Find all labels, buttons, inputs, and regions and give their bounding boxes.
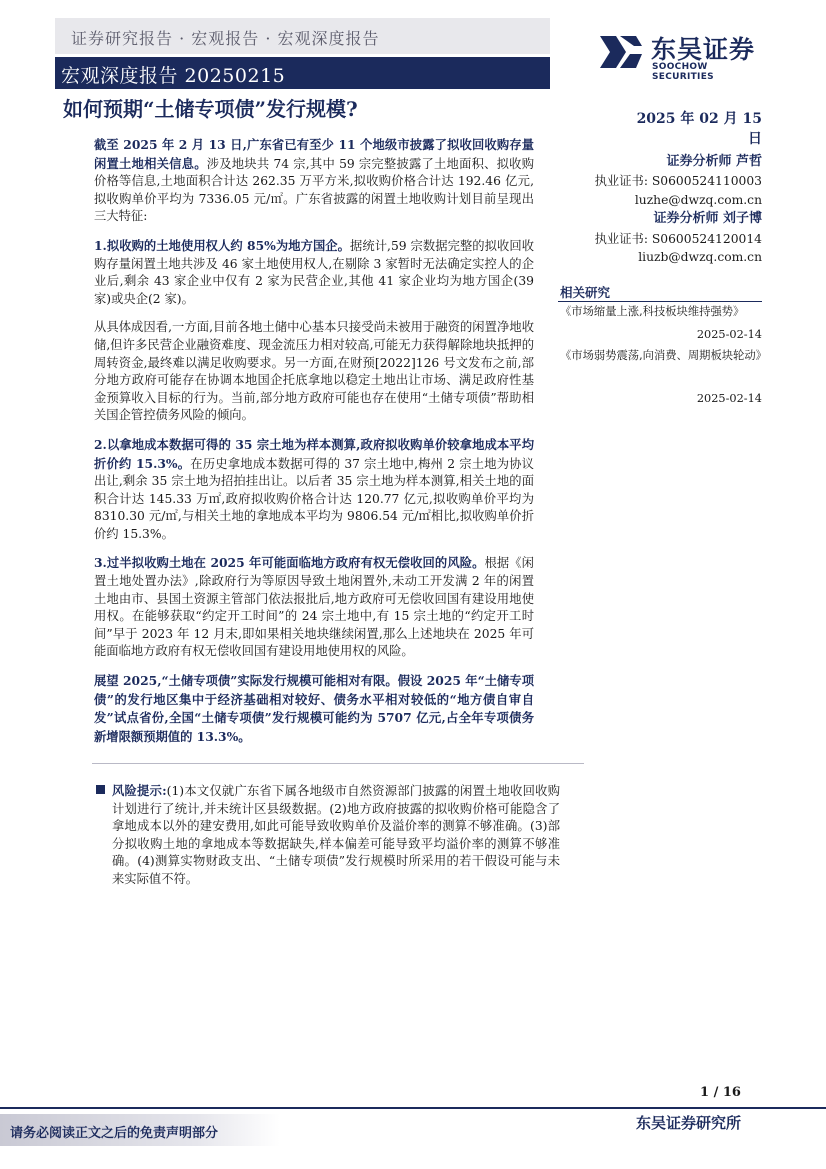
paragraph-lead: 截至 2025 年 2 月 13 日,广东省已有至少 11 个地级市披露了拟收回收购存量闲置土地相关信息。 xyxy=(94,137,534,171)
analyst-2-cert: 执业证书: S0600524120014 xyxy=(594,232,762,246)
page-title: 如何预期“土储专项债”发行规模? xyxy=(63,97,358,121)
footer-institute: 东吴证券研究所 xyxy=(636,1114,742,1132)
report-date: 2025 年 02 月 15 日 xyxy=(636,111,762,147)
report-type-label: 宏观深度报告 20250215 xyxy=(61,65,286,87)
analyst-2-title: 证券分析师 刘子博 xyxy=(653,211,762,226)
paragraph-text: 根据《闲置土地处置办法》,除政府行为等原因导致土地闲置外,未动工开发满 2 年的闲置土地由市、县国土资源主管部门依法报批后,地方政府可无偿收回国有建设用地使用权。在能够获取“约定开工时间”的 24 宗土地中,有 15 宗土地的“约定开工时间”早于 2023 年 12 月末,即如果相关地块继续闲置,那么上述地块在 2025 年可能面临地方政府有权无偿收回国有建设用地使用权的风险。 xyxy=(94,556,534,659)
related-item-1-title[interactable]: 《市场缩量上涨,科技板块维持强势》 xyxy=(560,305,745,318)
paragraph-lead: 2.以拿地成本数据可得的 35 宗土地为样本测算,政府拟收购单价较拿地成本平均折价约 15.3%。 xyxy=(94,436,534,471)
disclaimer-bar xyxy=(0,1114,280,1146)
risk-warning xyxy=(112,782,560,889)
paragraph-lead: 展望 2025,“土储专项债”实际发行规模可能相对有限。假设 2025 年“土储专项债”的发行地区集中于经济基础相对较好、债务水平相对较低的“地方债自审自发”试点省份,全国“土储专项债”发行规模可能约为 5707 亿元,占全年专项债务新增限额预期值的 13.3%。 xyxy=(94,673,534,744)
page-number: 1 / 16 xyxy=(700,1085,741,1100)
main-content xyxy=(94,136,534,757)
paragraph-text: 涉及地块共 74 宗,其中 59 宗完整披露了土地面积、拟收购价格等信息,土地面积合计达 262.35 万平方米,拟收购价格合计达 192.46 亿元,拟收购单价平均为 7336.05 元/㎡。广东省披露的闲置土地收购计划目前呈现出三大特征: xyxy=(94,156,534,224)
soochow-logo-icon xyxy=(596,30,644,74)
paragraph-feature-2 xyxy=(94,436,534,544)
analyst-1-cert: 执业证书: S0600524110003 xyxy=(594,174,762,188)
related-research-heading: 相关研究 xyxy=(560,285,611,300)
divider xyxy=(92,763,584,764)
disclaimer-text: 请务必阅读正文之后的免责声明部分 xyxy=(10,1126,219,1141)
footer-divider xyxy=(0,1107,826,1109)
risk-text: (1)本文仅就广东省下属各地级市自然资源部门披露的闲置土地收回收购计划进行了统计,并未统计区县级数据。(2)地方政府披露的拟收购价格可能隐含了拿地成本以外的建安费用,如此可能导致收购单价及溢价率的测算不够准确。(3)部分拟收购土地的拿地成本等数据缺失,样本偏差可能导致平均溢价率的测算不够准确。(4)测算实物财政支出、“土储专项债”发行规模时所采用的若干假设可能与未来实际值不符。 xyxy=(112,784,561,886)
related-item-2-date: 2025-02-14 xyxy=(696,392,762,405)
analyst-2-email[interactable]: liuzb@dwzq.com.cn xyxy=(638,250,762,264)
breadcrumb-bar xyxy=(55,18,550,54)
paragraph-summary xyxy=(94,136,534,226)
paragraph-outlook xyxy=(94,672,534,746)
paragraph-feature-3 xyxy=(94,554,534,661)
paragraph-feature-1 xyxy=(94,237,534,308)
logo-chinese-name: 东吴证券 xyxy=(651,35,756,64)
square-bullet-icon xyxy=(96,785,105,794)
paragraph-lead: 3.过半拟收购土地在 2025 年可能面临地方政府有权无偿收回的风险。 xyxy=(94,555,485,571)
related-item-1-date: 2025-02-14 xyxy=(696,328,762,341)
logo-english-name: SOOCHOW SECURITIES xyxy=(652,62,714,82)
related-item-2-title[interactable]: 《市场弱势震荡,向消费、周期板块轮动》 xyxy=(560,349,767,362)
paragraph-text: 在历史拿地成本数据可得的 37 宗土地中,梅州 2 宗土地为协议出让,剩余 35 宗土地为招拍挂出让。以后者 35 宗土地为样本测算,相关土地的面积合计达 145.33 万㎡,政府拟收购价格合计达 120.77 亿元,拟收购单价平均为 8310.30 元/㎡,与相关土地的拿地成本平均为 9806.54 元/㎡相比,拟收购单价折价约 15.3%。 xyxy=(94,456,534,541)
breadcrumb: 证券研究报告 · 宏观报告 · 宏观深度报告 xyxy=(71,29,380,48)
divider xyxy=(558,301,762,302)
paragraph-causes xyxy=(94,319,534,425)
paragraph-lead: 1.拟收购的土地使用权人约 85%为地方国企。 xyxy=(94,237,350,253)
paragraph-text: 据统计,59 宗数据完整的拟收回收购存量闲置土地共涉及 46 家土地使用权人,在剔除 3 家暂时无法确定实控人的企业后,剩余 43 家企业中仅有 2 家为民营企业,其他 41 家企业均为地方国企(39 家)或央企(2 家)。 xyxy=(94,238,534,306)
risk-label: 风险提示: xyxy=(112,783,167,798)
report-type-banner xyxy=(55,57,550,89)
analyst-1-email[interactable]: luzhe@dwzq.com.cn xyxy=(634,193,762,207)
paragraph-text: 从具体成因看,一方面,目前各地土储中心基本只接受尚未被用于融资的闲置净地收储,但许多民营企业融资难度、现金流压力相对较高,可能无力获得解除地块抵押的周转资金,最终难以满足收购要求。另一方面,在财预[2022]126 号文发布之前,部分地方政府可能存在协调本地国企托底拿地以稳定土地出让市场、满足政府性基金预算收入目标的行为。当前,部分地方政府可能也存在使用“土储专项债”帮助相关国企管控债务风险的倾向。 xyxy=(94,320,534,423)
analyst-1-title: 证券分析师 芦哲 xyxy=(666,154,762,169)
company-logo xyxy=(596,30,772,82)
